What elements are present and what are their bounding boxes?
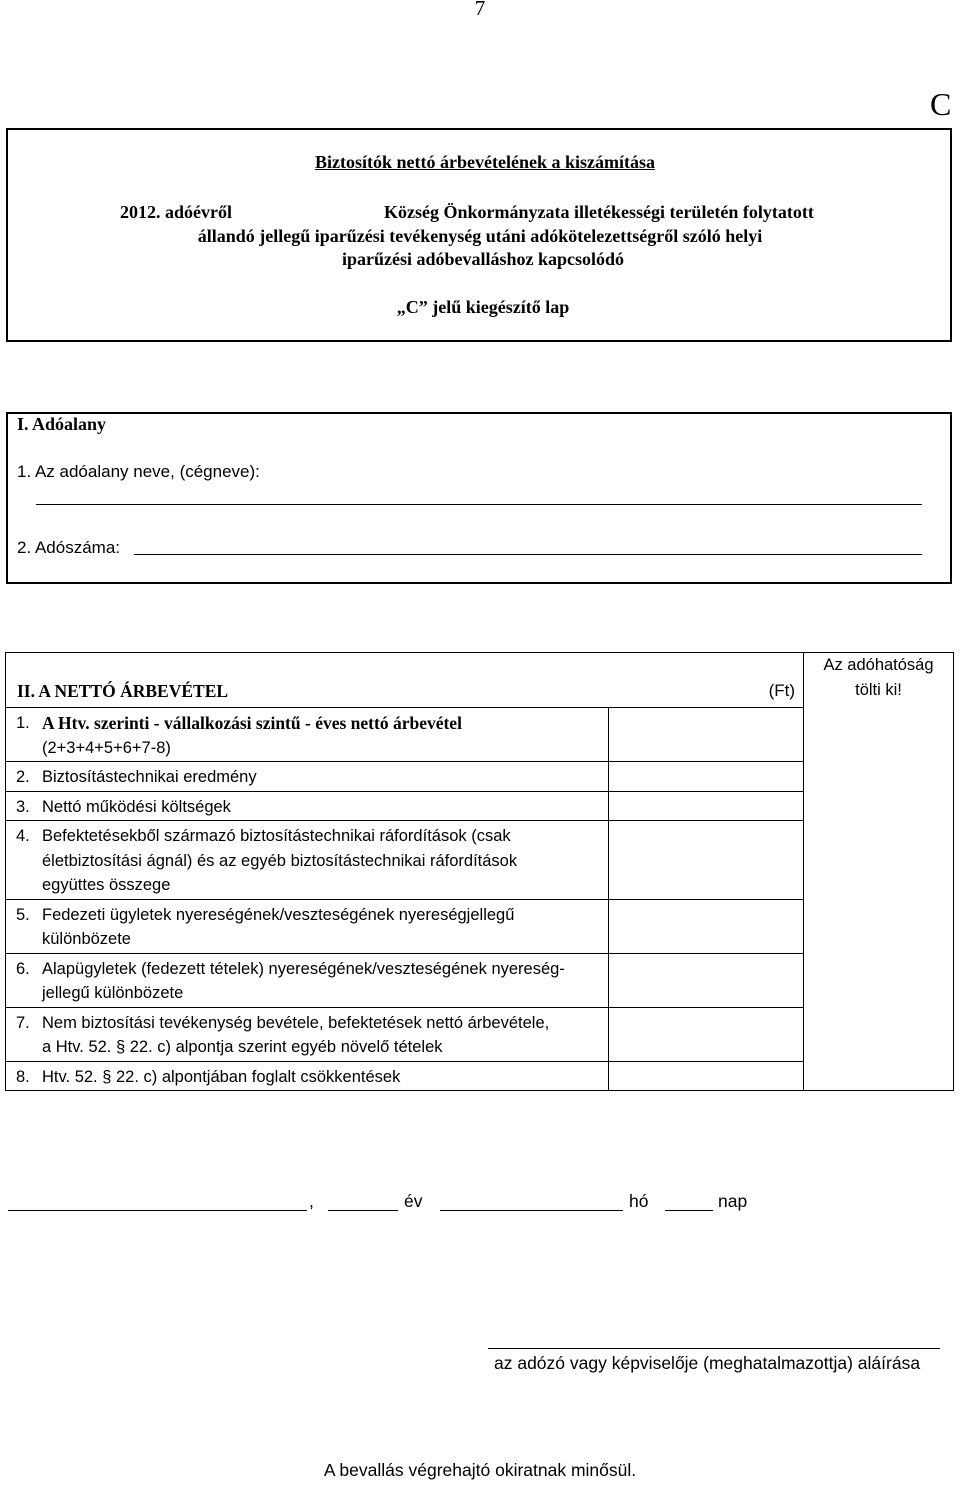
item-line: a Htv. 52. § 22. c) alpontja szerint egyéb növelő tételek bbox=[42, 1038, 443, 1056]
item-line: Befektetésekből származó biztosítástechnikai ráfordítások (csak bbox=[42, 827, 511, 845]
section-revenue-header bbox=[6, 653, 804, 708]
item-line: Biztosítástechnikai eredmény bbox=[42, 768, 257, 786]
item-5-desc bbox=[6, 899, 609, 953]
item-7-value[interactable] bbox=[609, 1007, 804, 1061]
authority-column bbox=[804, 653, 954, 1091]
municipality-line: Község Önkormányzata illetékességi területén folytatott bbox=[384, 202, 814, 222]
item-line: különbözete bbox=[42, 930, 131, 948]
day-field[interactable] bbox=[665, 1210, 713, 1211]
name-label: 1. Az adóalany neve, (cégneve): bbox=[17, 462, 260, 481]
item-line: (2+3+4+5+6+7-8) bbox=[42, 738, 171, 757]
unit-label: (Ft) bbox=[768, 681, 795, 700]
item-1-desc bbox=[6, 708, 609, 762]
item-4-value[interactable] bbox=[609, 821, 804, 900]
item-6-desc bbox=[6, 953, 609, 1007]
item-8-desc bbox=[6, 1061, 609, 1091]
taxnum-label: 2. Adószáma: bbox=[17, 538, 121, 557]
item-line: Nettó működési költségek bbox=[42, 797, 231, 816]
item-number: 8. bbox=[16, 1067, 30, 1086]
item-4-desc bbox=[6, 821, 609, 900]
year-prefix: 2012. adóévről bbox=[120, 202, 232, 222]
item-3-desc bbox=[6, 791, 609, 821]
footer-note: A bevallás végrehajtó okiratnak minősül. bbox=[323, 1460, 637, 1480]
day-label: nap bbox=[718, 1191, 748, 1211]
item-number: 4. bbox=[16, 827, 30, 845]
item-number: 7. bbox=[16, 1013, 30, 1032]
item-line: A Htv. szerinti - vállalkozási szintű - éves nettó árbevétel bbox=[42, 713, 462, 733]
date-comma: , bbox=[309, 1191, 314, 1211]
item-number: 6. bbox=[16, 959, 30, 978]
item-1-value[interactable] bbox=[609, 708, 804, 762]
item-number: 2. bbox=[16, 768, 30, 786]
section-revenue-title: II. A NETTÓ ÁRBEVÉTEL bbox=[17, 681, 229, 701]
item-line: Htv. 52. § 22. c) alpontjában foglalt csökkentések bbox=[42, 1067, 401, 1086]
item-line: Fedezeti ügyletek nyereségének/veszteségének nyereségjellegű bbox=[42, 905, 515, 924]
item-5-value[interactable] bbox=[609, 899, 804, 953]
year-label: év bbox=[404, 1191, 423, 1211]
item-line: életbiztosítási ágnál) és az egyéb biztosítástechnikai ráfordítások bbox=[42, 851, 518, 870]
form-letter: C bbox=[930, 86, 952, 122]
taxnum-underline bbox=[134, 554, 922, 555]
header-line-3: iparűzési adóbevalláshoz kapcsolódó bbox=[341, 249, 625, 269]
item-8-value[interactable] bbox=[609, 1061, 804, 1091]
page-number: 7 bbox=[474, 0, 486, 20]
authority-note-1: Az adóhatóság bbox=[823, 656, 934, 674]
item-6-value[interactable] bbox=[609, 953, 804, 1007]
form-subtitle: „C” jelű kiegészítő lap bbox=[396, 297, 570, 317]
section-taxpayer-title: I. Adóalany bbox=[17, 414, 107, 434]
item-number: 5. bbox=[16, 905, 30, 924]
place-field[interactable] bbox=[8, 1210, 307, 1211]
item-2-desc bbox=[6, 762, 609, 792]
item-line: jellegű különbözete bbox=[42, 984, 184, 1002]
taxnum-field[interactable] bbox=[134, 534, 922, 556]
authority-note-2: tölti ki! bbox=[855, 680, 902, 699]
item-number: 1. bbox=[16, 714, 30, 732]
name-underline bbox=[36, 504, 922, 505]
item-2-value[interactable] bbox=[609, 762, 804, 792]
year-field[interactable] bbox=[328, 1210, 398, 1211]
month-label: hó bbox=[629, 1191, 649, 1211]
table-header-row bbox=[6, 653, 954, 708]
item-3-value[interactable] bbox=[609, 791, 804, 821]
month-field[interactable] bbox=[440, 1210, 623, 1211]
item-line: Nem biztosítási tevékenység bevétele, befektetések nettó árbevétele, bbox=[42, 1013, 550, 1032]
header-line-2: állandó jellegű iparűzési tevékenység utáni adókötelezettségről szóló helyi bbox=[197, 226, 763, 246]
item-number: 3. bbox=[16, 797, 30, 816]
signature-field[interactable] bbox=[488, 1348, 940, 1349]
signature-label: az adózó vagy képviselője (meghatalmazottja) aláírása bbox=[494, 1353, 921, 1373]
item-line: együttes összege bbox=[42, 876, 171, 894]
item-line: Alapügyletek (fedezett tételek) nyereségének/veszteségének nyereség- bbox=[42, 959, 565, 978]
form-title: Biztosítók nettó árbevételének a kiszámítása bbox=[315, 152, 655, 172]
item-7-desc bbox=[6, 1007, 609, 1061]
net-revenue-table bbox=[5, 652, 954, 1091]
